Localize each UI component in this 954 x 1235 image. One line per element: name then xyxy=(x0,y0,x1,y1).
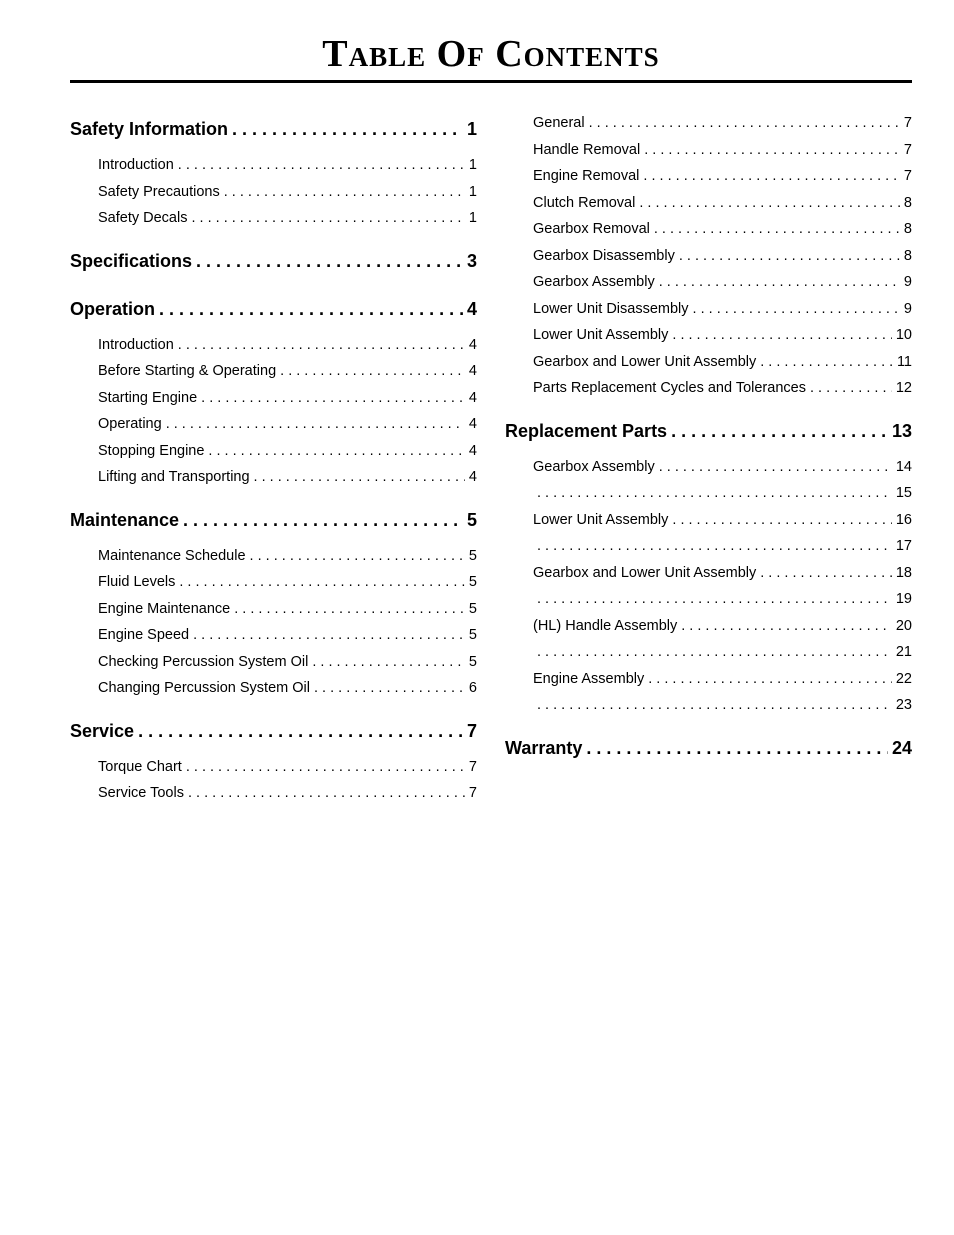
toc-subsection-entry[interactable] xyxy=(533,190,912,217)
section-spacer xyxy=(70,702,477,712)
toc-page-number: 8 xyxy=(903,221,912,237)
toc-entry-label: Maintenance Schedule xyxy=(98,547,246,564)
toc-page-number: 22 xyxy=(895,670,912,687)
toc-entry-label: Gearbox Assembly xyxy=(533,274,655,290)
dot-leader xyxy=(159,290,463,328)
dot-leader xyxy=(537,586,892,613)
toc-entry-label: Engine Assembly xyxy=(533,670,645,687)
toc-right-column xyxy=(505,110,912,767)
dot-leader xyxy=(537,692,892,719)
toc-page-number: 5 xyxy=(468,627,477,643)
toc-entry-label: Gearbox Assembly xyxy=(533,458,655,475)
toc-entry-label: Engine Maintenance xyxy=(98,600,231,617)
dot-leader xyxy=(537,639,892,666)
toc-page-number: 14 xyxy=(895,458,912,475)
toc-page-number: 13 xyxy=(891,420,912,441)
dot-leader xyxy=(138,712,463,750)
toc-page-number: 17 xyxy=(895,538,912,554)
dot-leader xyxy=(183,501,463,539)
toc-section-entry[interactable] xyxy=(505,729,912,767)
toc-page-number: 20 xyxy=(895,617,912,634)
toc-subsection-entry[interactable] xyxy=(98,358,477,385)
toc-page-number: 4 xyxy=(468,469,477,485)
dot-leader xyxy=(693,296,900,323)
toc-subsection-entry[interactable] xyxy=(533,137,912,164)
toc-subsection-entry[interactable] xyxy=(533,322,912,349)
toc-page-number: 11 xyxy=(896,353,912,370)
toc-entry-label: Gearbox Disassembly xyxy=(533,247,675,264)
toc-entry-label: Lower Unit Disassembly xyxy=(533,300,689,317)
dot-leader xyxy=(659,269,900,296)
toc-page-number: 4 xyxy=(468,416,477,432)
dot-leader xyxy=(208,438,465,465)
toc-subsection-entry[interactable] xyxy=(98,152,477,179)
dot-leader xyxy=(196,242,463,280)
toc-page-number: 12 xyxy=(895,380,912,396)
toc-page-number: 4 xyxy=(466,298,477,319)
dot-leader xyxy=(672,322,891,349)
toc-entry-label: Parts Replacement Cycles and Tolerances xyxy=(533,380,806,396)
toc-subsection-entry[interactable] xyxy=(98,332,477,359)
title-divider xyxy=(70,80,912,83)
toc-page-number: 7 xyxy=(903,168,912,184)
toc-subsection-entry[interactable] xyxy=(533,692,912,719)
dot-leader xyxy=(250,543,465,570)
dot-leader xyxy=(659,454,892,481)
dot-leader xyxy=(681,613,892,640)
toc-entry-label: Fluid Levels xyxy=(98,574,176,590)
toc-page-number: 15 xyxy=(895,485,912,501)
toc-subsection-entry[interactable] xyxy=(533,613,912,640)
dot-leader xyxy=(234,596,465,623)
toc-entry-label: Starting Engine xyxy=(98,389,198,406)
toc-page-number: 5 xyxy=(468,547,477,564)
toc-page-number: 24 xyxy=(891,737,912,758)
toc-entry-label: Specifications xyxy=(70,250,193,271)
dot-leader xyxy=(589,110,900,137)
toc-entry-label: General xyxy=(533,115,585,131)
toc-section-entry[interactable] xyxy=(70,712,477,750)
toc-entry-label: Operation xyxy=(70,298,156,319)
toc-subsection-entry[interactable] xyxy=(98,385,477,412)
toc-left-column xyxy=(70,110,477,807)
toc-entry-label: Operating xyxy=(98,416,162,432)
toc-page-number: 1 xyxy=(468,157,477,173)
toc-subsection-entry[interactable] xyxy=(98,205,477,232)
toc-entry-label: Introduction xyxy=(98,157,174,173)
dot-leader xyxy=(810,375,892,402)
toc-page-number: 8 xyxy=(903,247,912,264)
toc-page-number: 4 xyxy=(468,363,477,379)
toc-subsection-entry[interactable] xyxy=(98,675,477,702)
toc-subsection-entry[interactable] xyxy=(98,464,477,491)
toc-subsection-entry[interactable] xyxy=(533,533,912,560)
toc-page-number: 5 xyxy=(466,509,477,530)
toc-subsection-entry[interactable] xyxy=(98,754,477,781)
toc-entry-label: Engine Removal xyxy=(533,168,640,184)
toc-entry-label: Warranty xyxy=(505,737,583,758)
toc-page-number: 7 xyxy=(466,720,477,741)
dot-leader xyxy=(537,480,892,507)
toc-entry-label: Changing Percussion System Oil xyxy=(98,680,310,696)
toc-subsection-entry[interactable] xyxy=(533,243,912,270)
toc-subsection-entry[interactable] xyxy=(533,296,912,323)
toc-page-number: 8 xyxy=(903,194,912,211)
toc-page-number: 3 xyxy=(466,250,477,271)
toc-section-entry[interactable] xyxy=(70,290,477,328)
toc-page-number: 9 xyxy=(903,274,912,290)
dot-leader xyxy=(188,780,465,807)
toc-entry-label: Replacement Parts xyxy=(505,420,668,441)
dot-leader xyxy=(314,675,465,702)
toc-subsection-entry[interactable] xyxy=(533,666,912,693)
toc-subsection-entry[interactable] xyxy=(98,438,477,465)
toc-section-entry[interactable] xyxy=(70,501,477,539)
toc-entry-label: Service xyxy=(70,720,135,741)
toc-entry-label: (HL) Handle Assembly xyxy=(533,617,678,634)
toc-page-number: 1 xyxy=(468,210,477,226)
toc-page-number: 10 xyxy=(895,327,912,343)
toc-subsection-entry[interactable] xyxy=(98,596,477,623)
toc-page-number: 9 xyxy=(903,300,912,317)
toc-page-number: 6 xyxy=(468,680,477,696)
toc-entry-label: Torque Chart xyxy=(98,758,182,775)
toc-subsection-entry[interactable] xyxy=(98,179,477,206)
toc-page-number: 16 xyxy=(895,511,912,528)
section-spacer xyxy=(505,719,912,729)
toc-page-number: 7 xyxy=(903,141,912,158)
dot-leader xyxy=(639,190,900,217)
toc-page-number: 4 xyxy=(468,389,477,406)
toc-page-number: 5 xyxy=(468,600,477,617)
toc-subsection-entry[interactable] xyxy=(533,110,912,137)
toc-section-entry[interactable] xyxy=(505,412,912,450)
toc-subsection-entry[interactable] xyxy=(98,411,477,438)
section-spacer xyxy=(70,232,477,242)
toc-entry-label: Stopping Engine xyxy=(98,442,205,459)
toc-entry-label: Safety Information xyxy=(70,119,229,139)
dot-leader xyxy=(179,569,465,596)
dot-leader xyxy=(654,216,900,243)
toc-entry-label: Checking Percussion System Oil xyxy=(98,653,309,670)
toc-subsection-entry[interactable] xyxy=(533,163,912,190)
dot-leader xyxy=(679,243,900,270)
toc-subsection-entry[interactable] xyxy=(533,216,912,243)
toc-entry-label: Clutch Removal xyxy=(533,194,636,211)
toc-subsection-entry[interactable] xyxy=(533,560,912,587)
toc-page-number: 1 xyxy=(466,119,477,139)
dot-leader xyxy=(280,358,465,385)
toc-entry-label: Before Starting & Operating xyxy=(98,363,277,379)
toc-page-number: 7 xyxy=(468,758,477,775)
toc-subsection-entry[interactable] xyxy=(98,569,477,596)
dot-leader xyxy=(671,412,888,450)
dot-leader xyxy=(166,411,465,438)
toc-entry-label: Lower Unit Assembly xyxy=(533,327,669,343)
toc-section-entry[interactable] xyxy=(70,242,477,280)
dot-leader xyxy=(254,464,465,491)
toc-section-entry[interactable] xyxy=(70,110,477,148)
toc-entry-label: Gearbox and Lower Unit Assembly xyxy=(533,353,757,370)
toc-page-number: 19 xyxy=(895,591,912,607)
dot-leader xyxy=(201,385,465,412)
dot-leader xyxy=(191,205,464,232)
dot-leader xyxy=(224,179,465,206)
toc-page-number: 23 xyxy=(895,697,912,713)
toc-subsection-entry[interactable] xyxy=(533,480,912,507)
toc-entry-label: Lower Unit Assembly xyxy=(533,511,669,528)
dot-leader xyxy=(644,137,900,164)
dot-leader xyxy=(537,533,892,560)
toc-entry-label: Lifting and Transporting xyxy=(98,469,250,485)
toc-entry-label: Handle Removal xyxy=(533,141,641,158)
toc-page-number: 4 xyxy=(468,442,477,459)
toc-subsection-entry[interactable] xyxy=(533,349,912,376)
toc-page-number: 7 xyxy=(903,115,912,131)
toc-subsection-entry[interactable] xyxy=(533,507,912,534)
toc-page-number: 5 xyxy=(468,653,477,670)
toc-page-number: 5 xyxy=(468,574,477,590)
dot-leader xyxy=(186,754,465,781)
toc-subsection-entry[interactable] xyxy=(533,375,912,402)
dot-leader xyxy=(643,163,900,190)
toc-subsection-entry[interactable] xyxy=(98,649,477,676)
dot-leader xyxy=(312,649,465,676)
dot-leader xyxy=(672,507,891,534)
toc-subsection-entry[interactable] xyxy=(533,269,912,296)
toc-entry-label: Maintenance xyxy=(70,509,180,530)
dot-leader xyxy=(760,349,893,376)
dot-leader xyxy=(178,332,465,359)
toc-page-number: 7 xyxy=(468,785,477,801)
section-spacer xyxy=(70,491,477,501)
toc-entry-label: Engine Speed xyxy=(98,627,190,643)
toc-entry-label: Gearbox Removal xyxy=(533,221,650,237)
toc-entry-label: Safety Decals xyxy=(98,210,188,226)
toc-entry-label: Gearbox and Lower Unit Assembly xyxy=(533,564,757,581)
page-title: Table Of Contents xyxy=(322,33,660,75)
toc-subsection-entry[interactable] xyxy=(533,586,912,613)
toc-page-number: 4 xyxy=(468,336,477,353)
dot-leader xyxy=(178,152,465,179)
dot-leader xyxy=(193,622,465,649)
dot-leader xyxy=(586,729,888,767)
toc-entry-label: Service Tools xyxy=(98,785,184,801)
toc-page-number: 21 xyxy=(895,644,912,660)
toc-subsection-entry[interactable] xyxy=(98,543,477,570)
toc-entry-label: Introduction xyxy=(98,336,174,353)
toc-entry-label: Safety Precautions xyxy=(98,183,220,200)
toc-subsection-entry[interactable] xyxy=(533,639,912,666)
dot-leader xyxy=(760,560,892,587)
toc-subsection-entry[interactable] xyxy=(98,622,477,649)
toc-subsection-entry[interactable] xyxy=(98,780,477,807)
dot-leader xyxy=(648,666,892,693)
toc-subsection-entry[interactable] xyxy=(533,454,912,481)
dot-leader xyxy=(232,110,463,148)
toc-page-number: 1 xyxy=(468,183,477,200)
section-spacer xyxy=(70,280,477,290)
section-spacer xyxy=(505,402,912,412)
toc-page-number: 18 xyxy=(895,564,912,581)
